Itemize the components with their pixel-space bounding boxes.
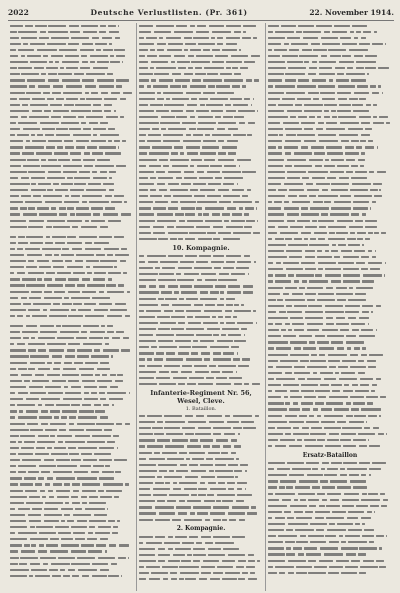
text-line: [10, 169, 134, 174]
text-line: [268, 346, 392, 351]
text-line: [10, 476, 134, 481]
text-line: [268, 509, 392, 514]
text-line: [268, 96, 392, 101]
text-line: [10, 41, 134, 46]
text-line: [139, 151, 263, 156]
text-line: [268, 413, 392, 418]
text-line: [10, 72, 134, 77]
text-line: [10, 194, 134, 199]
text-line: [10, 283, 134, 288]
text-line: [268, 255, 392, 260]
text-line: [139, 351, 263, 356]
text-line: [10, 60, 134, 65]
text-line: [139, 181, 263, 186]
text-line: [10, 145, 134, 150]
text-line: [268, 383, 392, 388]
text-line: [10, 175, 134, 180]
text-line: [10, 415, 134, 420]
text-line: [10, 378, 134, 383]
text-line: [139, 145, 263, 150]
text-line: [139, 468, 263, 473]
text-line: [10, 313, 134, 318]
text-line: [268, 334, 392, 339]
text-line: [10, 555, 134, 560]
text-line: [139, 505, 263, 510]
text-line: [10, 525, 134, 530]
text-line: [10, 212, 134, 217]
text-line: [139, 552, 263, 557]
text-line: [268, 181, 392, 186]
text-line: [10, 265, 134, 270]
text-line: [10, 445, 134, 450]
text-line: [10, 84, 134, 89]
text-line: [268, 515, 392, 520]
text-line: [139, 381, 263, 386]
text-line: [268, 72, 392, 77]
text-line: [268, 163, 392, 168]
text-line: [139, 266, 263, 271]
text-line: [10, 218, 134, 223]
text-line: [139, 363, 263, 368]
title-text: Deutsche Verlustlisten.: [90, 8, 203, 17]
text-line: [139, 236, 263, 241]
text-line: [10, 151, 134, 156]
text-line: [139, 163, 263, 168]
text-line: [139, 194, 263, 199]
text-line: [139, 480, 263, 485]
text-line: [10, 506, 134, 511]
issue-number: (Pr. 361): [205, 8, 248, 17]
text-line: [268, 316, 392, 321]
text-line: [268, 503, 392, 508]
text-line: [139, 169, 263, 174]
text-line: [139, 175, 263, 180]
text-line: [268, 248, 392, 253]
text-line: [268, 358, 392, 363]
text-line: [268, 60, 392, 65]
text-line: [10, 537, 134, 542]
text-line: [10, 188, 134, 193]
text-line: [139, 375, 263, 380]
text-line: [10, 108, 134, 113]
text-line: [268, 145, 392, 150]
right-section-heading: Ersatz-Bataillon: [302, 451, 358, 459]
text-line: [139, 230, 263, 235]
text-line: [268, 261, 392, 266]
left-column: [8, 23, 136, 591]
text-line: [268, 340, 392, 345]
text-line: [139, 96, 263, 101]
text-line: [268, 200, 392, 205]
text-line: [10, 78, 134, 83]
text-line: [10, 29, 134, 34]
text-line: [139, 278, 263, 283]
text-line: [10, 336, 134, 341]
text-line: [10, 427, 134, 432]
text-line: [268, 139, 392, 144]
text-line: [10, 121, 134, 126]
text-line: [10, 403, 134, 408]
text-line: [139, 253, 263, 258]
text-line: [268, 570, 392, 575]
regiment-heading: Infanterie-Regiment Nr. 56, Wesel, Cleve.: [150, 389, 252, 406]
text-line: [139, 78, 263, 83]
text-line: [268, 431, 392, 436]
text-line: [139, 333, 263, 338]
text-line: [10, 421, 134, 426]
text-line: [139, 290, 263, 295]
text-line: [139, 511, 263, 516]
text-line: [139, 320, 263, 325]
text-line: [10, 133, 134, 138]
text-line: [10, 397, 134, 402]
text-line: [268, 66, 392, 71]
text-line: [268, 157, 392, 162]
text-line: [268, 419, 392, 424]
text-line: [10, 433, 134, 438]
publication-title: [91, 6, 248, 20]
text-line: [268, 437, 392, 442]
text-line: [139, 474, 263, 479]
text-line: [139, 534, 263, 539]
text-line: [10, 139, 134, 144]
text-line: [10, 35, 134, 40]
text-line: [139, 327, 263, 332]
section-heading: 10. Kompagnie.: [172, 244, 230, 253]
text-line: [139, 53, 263, 58]
text-line: [10, 482, 134, 487]
text-line: [139, 272, 263, 277]
text-line: [268, 461, 392, 466]
text-line: [268, 407, 392, 412]
text-line: [139, 200, 263, 205]
text-line: [10, 458, 134, 463]
text-line: [268, 108, 392, 113]
text-line: [139, 41, 263, 46]
text-line: [268, 53, 392, 58]
text-line: [268, 309, 392, 314]
text-line: [268, 389, 392, 394]
text-line: [268, 443, 392, 448]
text-line: [139, 60, 263, 65]
text-line: [268, 133, 392, 138]
text-line: [139, 314, 263, 319]
text-line: [10, 500, 134, 505]
text-line: [139, 540, 263, 545]
text-line: [139, 121, 263, 126]
text-line: [268, 564, 392, 569]
text-line: [139, 133, 263, 138]
text-line: [139, 23, 263, 28]
text-line: [268, 303, 392, 308]
text-line: [139, 462, 263, 467]
text-line: [268, 534, 392, 539]
text-line: [268, 206, 392, 211]
text-line: [10, 543, 134, 548]
text-line: [268, 491, 392, 496]
text-line: [139, 493, 263, 498]
text-line: [10, 391, 134, 396]
text-line: [268, 218, 392, 223]
text-line: [139, 35, 263, 40]
text-line: [10, 102, 134, 107]
text-line: [139, 114, 263, 119]
text-line: [10, 549, 134, 554]
text-line: [268, 236, 392, 241]
text-line: [10, 252, 134, 257]
text-line: [10, 366, 134, 371]
text-line: [10, 157, 134, 162]
text-line: [268, 175, 392, 180]
text-line: [139, 29, 263, 34]
text-line: [139, 413, 263, 418]
company-heading: 2. Kompagnie.: [176, 525, 226, 533]
text-line: [268, 230, 392, 235]
text-line: [268, 121, 392, 126]
text-line: [10, 384, 134, 389]
text-line: [10, 409, 134, 414]
text-line: [268, 497, 392, 502]
text-line: [139, 127, 263, 132]
text-line: [139, 218, 263, 223]
text-line: [268, 23, 392, 28]
right-column: [265, 23, 394, 591]
text-line: [10, 360, 134, 365]
text-line: [268, 242, 392, 247]
text-line: [10, 307, 134, 312]
text-line: [139, 108, 263, 113]
text-line: [139, 157, 263, 162]
text-line: [139, 84, 263, 89]
text-line: [268, 328, 392, 333]
text-line: [268, 169, 392, 174]
text-line: [268, 127, 392, 132]
text-line: [10, 127, 134, 132]
text-line: [268, 151, 392, 156]
text-line: [139, 571, 263, 576]
text-line: [139, 90, 263, 95]
text-line: [10, 47, 134, 52]
text-line: [268, 473, 392, 478]
text-line: [10, 289, 134, 294]
text-line: [268, 291, 392, 296]
text-line: [139, 102, 263, 107]
text-line: [268, 35, 392, 40]
text-line: [139, 66, 263, 71]
text-line: [139, 369, 263, 374]
text-line: [10, 114, 134, 119]
text-line: [10, 224, 134, 229]
text-line: [139, 259, 263, 264]
text-line: [139, 438, 263, 443]
text-line: [268, 47, 392, 52]
text-line: [10, 200, 134, 205]
text-line: [10, 573, 134, 578]
page-date: 22. November 1914.: [309, 8, 394, 17]
text-line: [10, 23, 134, 28]
text-line: [268, 78, 392, 83]
text-line: [268, 376, 392, 381]
text-line: [139, 188, 263, 193]
text-line: [139, 308, 263, 313]
text-line: [268, 558, 392, 563]
text-line: [10, 271, 134, 276]
text-line: [268, 546, 392, 551]
text-line: [10, 324, 134, 329]
text-line: [268, 224, 392, 229]
page-number: 2022: [8, 8, 29, 17]
text-line: [268, 41, 392, 46]
text-line: [268, 84, 392, 89]
text-line: [10, 206, 134, 211]
text-line: [10, 519, 134, 524]
text-line: [10, 181, 134, 186]
text-line: [10, 488, 134, 493]
text-line: [268, 401, 392, 406]
text-line: [139, 139, 263, 144]
text-line: [268, 194, 392, 199]
text-line: [10, 277, 134, 282]
text-line: [139, 426, 263, 431]
text-line: [10, 372, 134, 377]
text-line: [10, 66, 134, 71]
text-line: [10, 342, 134, 347]
text-line: [10, 354, 134, 359]
text-line: [10, 494, 134, 499]
text-line: [268, 485, 392, 490]
text-line: [139, 487, 263, 492]
text-line: [139, 450, 263, 455]
text-line: [10, 246, 134, 251]
text-line: [139, 357, 263, 362]
text-columns: [8, 23, 394, 591]
text-line: [139, 212, 263, 217]
text-line: [10, 90, 134, 95]
page-header: [8, 6, 394, 21]
text-line: [268, 90, 392, 95]
text-line: [268, 114, 392, 119]
text-line: [268, 188, 392, 193]
text-line: [268, 102, 392, 107]
text-line: [268, 267, 392, 272]
middle-column: [136, 23, 265, 591]
text-line: [10, 234, 134, 239]
text-line: [268, 364, 392, 369]
text-line: [268, 540, 392, 545]
text-line: [268, 479, 392, 484]
text-line: [268, 425, 392, 430]
text-line: [10, 301, 134, 306]
text-line: [268, 528, 392, 533]
text-line: [139, 432, 263, 437]
text-line: [268, 297, 392, 302]
text-line: [10, 96, 134, 101]
text-line: [139, 339, 263, 344]
text-line: [268, 322, 392, 327]
text-line: [139, 72, 263, 77]
text-line: [10, 470, 134, 475]
text-line: [10, 53, 134, 58]
text-line: [139, 302, 263, 307]
text-line: [139, 517, 263, 522]
text-line: [10, 295, 134, 300]
regiment-subheading: 1. Bataillon.: [185, 406, 217, 413]
text-line: [10, 451, 134, 456]
text-line: [139, 577, 263, 582]
text-line: [139, 444, 263, 449]
text-line: [139, 565, 263, 570]
text-line: [139, 559, 263, 564]
text-line: [10, 464, 134, 469]
text-line: [139, 546, 263, 551]
text-line: [10, 240, 134, 245]
text-line: [10, 531, 134, 536]
text-line: [139, 420, 263, 425]
text-line: [10, 512, 134, 517]
text-line: [10, 439, 134, 444]
text-line: [268, 273, 392, 278]
text-line: [268, 467, 392, 472]
text-line: [10, 259, 134, 264]
text-line: [139, 345, 263, 350]
text-line: [268, 395, 392, 400]
text-line: [10, 163, 134, 168]
text-line: [268, 285, 392, 290]
text-line: [139, 296, 263, 301]
text-line: [268, 212, 392, 217]
text-line: [268, 370, 392, 375]
text-line: [268, 522, 392, 527]
text-line: [268, 552, 392, 557]
text-line: [268, 279, 392, 284]
text-line: [139, 47, 263, 52]
text-line: [268, 29, 392, 34]
text-line: [10, 561, 134, 566]
text-line: [10, 330, 134, 335]
text-line: [268, 352, 392, 357]
text-line: [139, 224, 263, 229]
text-line: [139, 284, 263, 289]
text-line: [139, 206, 263, 211]
text-line: [10, 567, 134, 572]
text-line: [10, 348, 134, 353]
text-line: [139, 499, 263, 504]
text-line: [139, 456, 263, 461]
